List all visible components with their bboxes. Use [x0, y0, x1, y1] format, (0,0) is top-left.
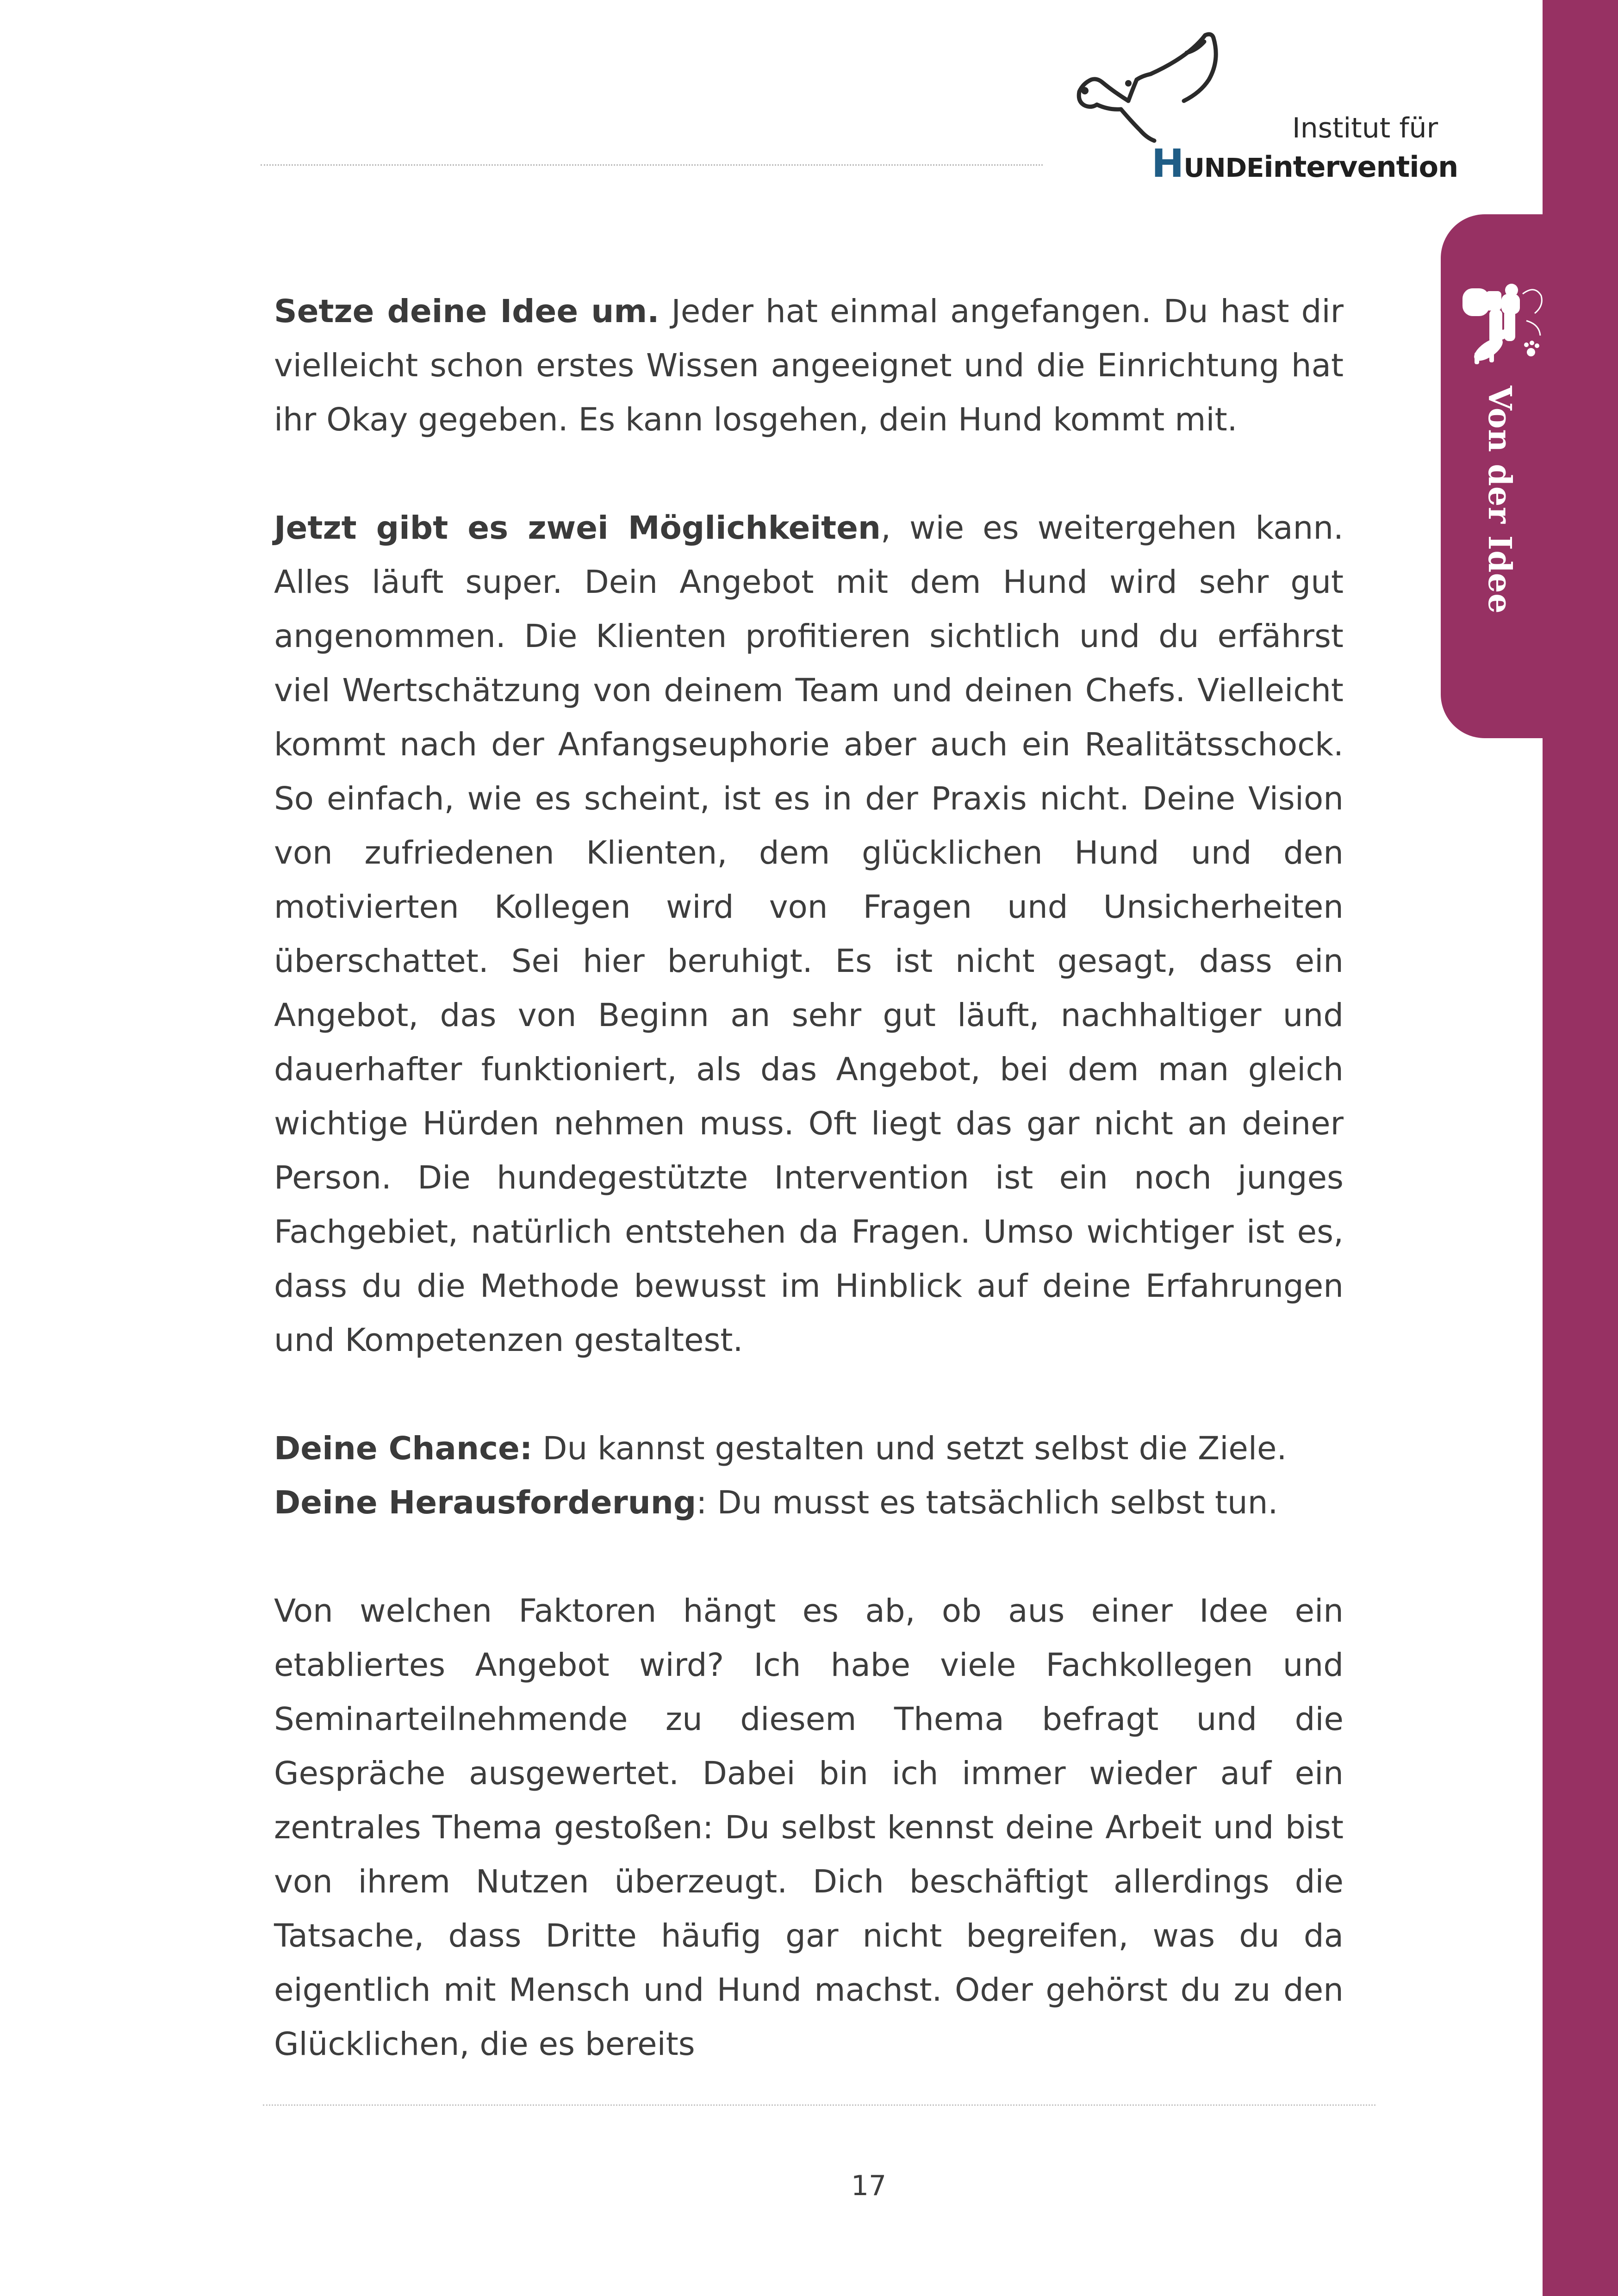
paragraph: [274, 1422, 1344, 1476]
logo-caps: UNDE: [1183, 153, 1264, 183]
paragraph-lead: Deine Herausforderung: [274, 1484, 697, 1521]
body-text: [274, 285, 1344, 2126]
paragraph: [274, 1584, 1344, 2072]
footer-divider: [263, 2104, 1375, 2106]
paragraph-lead: Setze deine Idee um.: [274, 293, 660, 330]
paragraph-lead: Deine Chance:: [274, 1430, 533, 1467]
logo-wordmark: [1151, 141, 1458, 186]
dog-head-logo-icon: [1073, 31, 1249, 149]
paragraph-text: , wie es weitergehen kann. Alles läuft super. Dein Angebot mit dem Hund wird sehr gut angenommen. Die Klienten profitieren sichtlich und du erfährst viel Wertschätzung von deinem Team und deinen Chefs. Vielleicht kommt nach der Anfangseuphorie aber auch ein Realitätsschock. So einfach, wie es scheint, ist es in der Praxis nicht. Deine Vision von zufriedenen Klienten, dem glücklichen Hund und den motivierten Kollegen wird von Fragen und Unsicherheiten überschattet. Sei hier beruhigt. Es ist nicht gesagt, dass ein Angebot, das von Beginn an sehr gut läuft, nachhaltiger und dauerhafter funktioniert, als das Angebot, bei dem man gleich wichtige Hürden nehmen muss. Oft liegt das gar nicht an deiner Person. Die hundegestützte Intervention ist ein noch junges Fachgebiet, natürlich entstehen da Fragen. Umso wichtiger ist es, dass du die Methode bewusst im Hinblick auf deine Erfahrungen und Kompetenzen gestaltest.: [274, 510, 1344, 1359]
paragraph-text: Du kannst gestalten und setzt selbst die Ziele.: [532, 1430, 1287, 1467]
paragraph-lead: Jetzt gibt es zwei Möglichkeiten: [274, 510, 881, 547]
paragraph-text: : Du musst es tatsächlich selbst tun.: [696, 1484, 1278, 1521]
logo-initial: H: [1151, 141, 1184, 186]
paragraph: [274, 501, 1344, 1368]
header-divider: [261, 164, 1043, 166]
chapter-tab-label: Von der Idee: [1481, 386, 1518, 614]
logo-text-line1: Institut für: [1292, 112, 1438, 144]
page-number: 17: [851, 2170, 887, 2202]
person-dog-icon: [1462, 280, 1545, 366]
paragraph-text: Jeder hat einmal angefangen. Du hast dir vielleicht schon erstes Wissen angeeignet und die Einrichtung hat ihr Okay gegeben. Es kann losgehen, dein Hund kommt mit.: [274, 293, 1344, 438]
paragraph: [274, 1476, 1344, 1530]
paragraph: [274, 285, 1344, 447]
logo-rest: intervention: [1263, 150, 1458, 184]
paragraph-text: Von welchen Faktoren hängt es ab, ob aus einer Idee ein etabliertes Angebot wird? Ich habe viele Fachkollegen und Seminarteilnehmende zu diesem Thema befragt und die Gespräche ausgewertet. Dabei bin ich immer wieder auf ein zentrales Thema gestoßen: Du selbst kennst deine Arbeit und bist von ihrem Nutzen überzeugt. Dich beschäftigt allerdings die Tatsache, dass Dritte häufig gar nicht begreifen, was du da eigentlich mit Mensch und Hund machst. Oder gehörst du zu den Glücklichen, die es bereits: [274, 1593, 1344, 2063]
